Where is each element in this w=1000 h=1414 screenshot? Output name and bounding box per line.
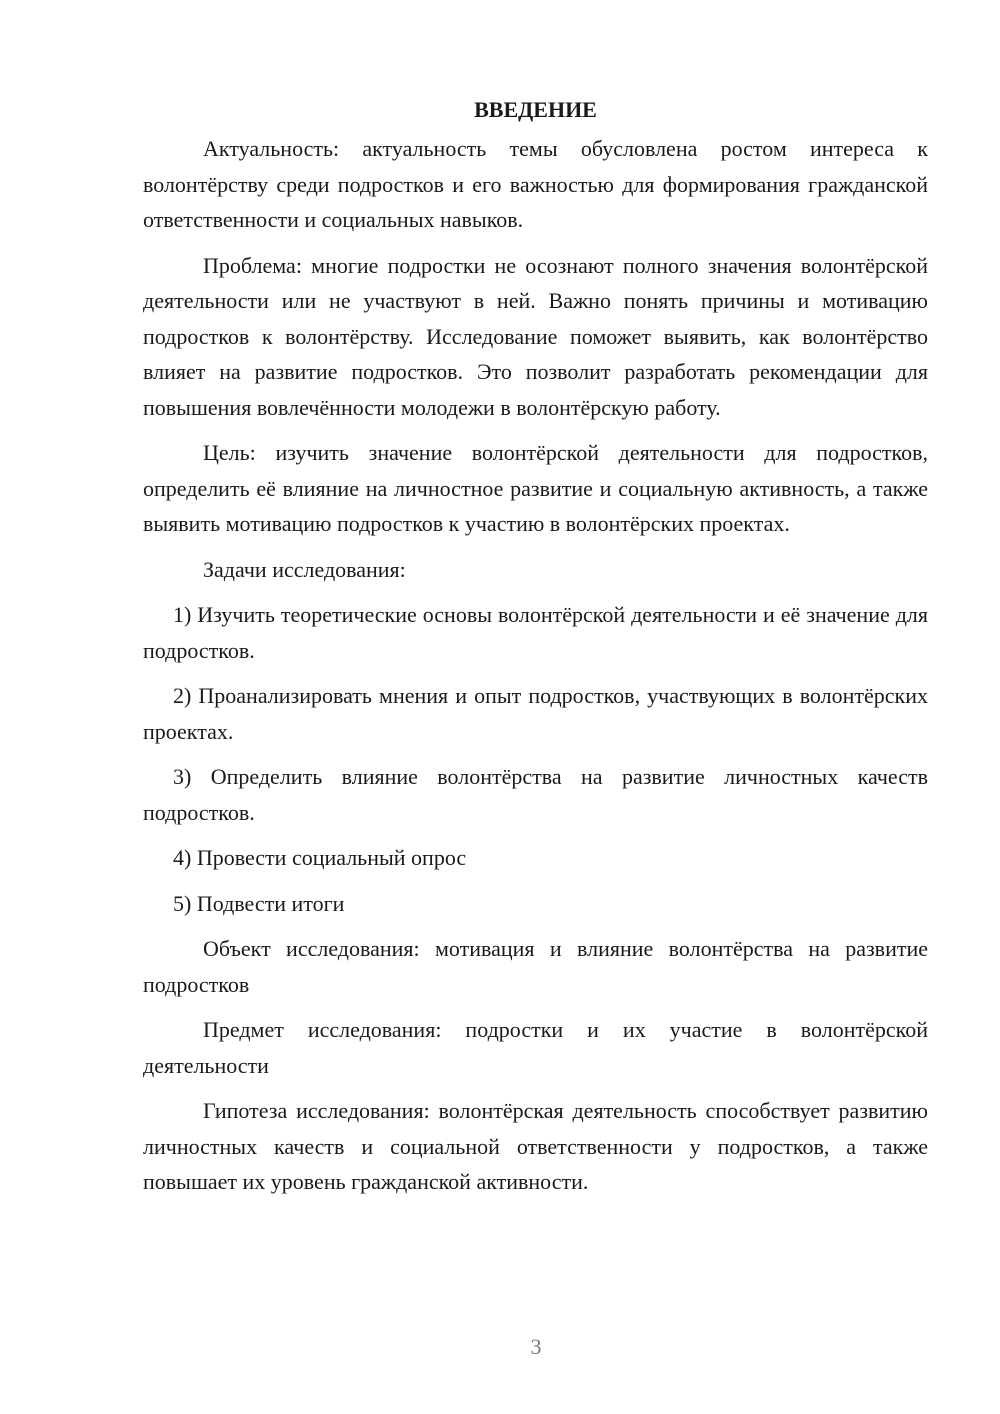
hypothesis-paragraph: Гипотеза исследования: волонтёрская деятельность способствует развитию личностных качеств и социальной ответственности у подростков, а также повышает их уровень гражданской активности. — [143, 1098, 928, 1194]
section-heading: ВВЕДЕНИЕ — [474, 97, 597, 122]
problem-paragraph: Проблема: многие подростки не осознают полного значения волонтёрской деятельности или не участвуют в ней. Важно понять причины и мотивацию подростков к волонтёрству. Исследование поможет выявить, как волонтёрство влияет на развитие подростков. Это позволит разработать рекомендации для повышения вовлечённости молодежи в волонтёрскую работу. — [143, 252, 928, 420]
tasks-heading: Задачи исследования: — [203, 556, 406, 582]
page-number: 3 — [530, 1334, 542, 1359]
relevance-paragraph: Актуальность: актуальность темы обусловлена ростом интереса к волонтёрству среди подростков и его важностью для формирования гражданской ответственности и социальных навыков. — [143, 136, 928, 232]
task-item: 4) Провести социальный опрос — [173, 845, 467, 870]
task-item: 3) Определить влияние волонтёрства на развитие личностных качеств подростков. — [143, 764, 928, 825]
document-page — [143, 95, 928, 1210]
task-item: 1) Изучить теоретические основы волонтёрской деятельности и её значение для подростков. — [143, 602, 928, 663]
task-item: 5) Подвести итоги — [173, 890, 345, 916]
object-paragraph: Объект исследования: мотивация и влияние волонтёрства на развитие подростков — [143, 936, 928, 997]
task-item: 2) Проанализировать мнения и опыт подростков, участвующих в волонтёрских проектах. — [143, 683, 928, 744]
goal-paragraph: Цель: изучить значение волонтёрской деятельности для подростков, определить её влияние на личностное развитие и социальную активность, а также выявить мотивацию подростков к участию в волонтёрских проектах. — [143, 440, 928, 536]
subject-paragraph: Предмет исследования: подростки и их участие в волонтёрской деятельности — [143, 1017, 928, 1078]
